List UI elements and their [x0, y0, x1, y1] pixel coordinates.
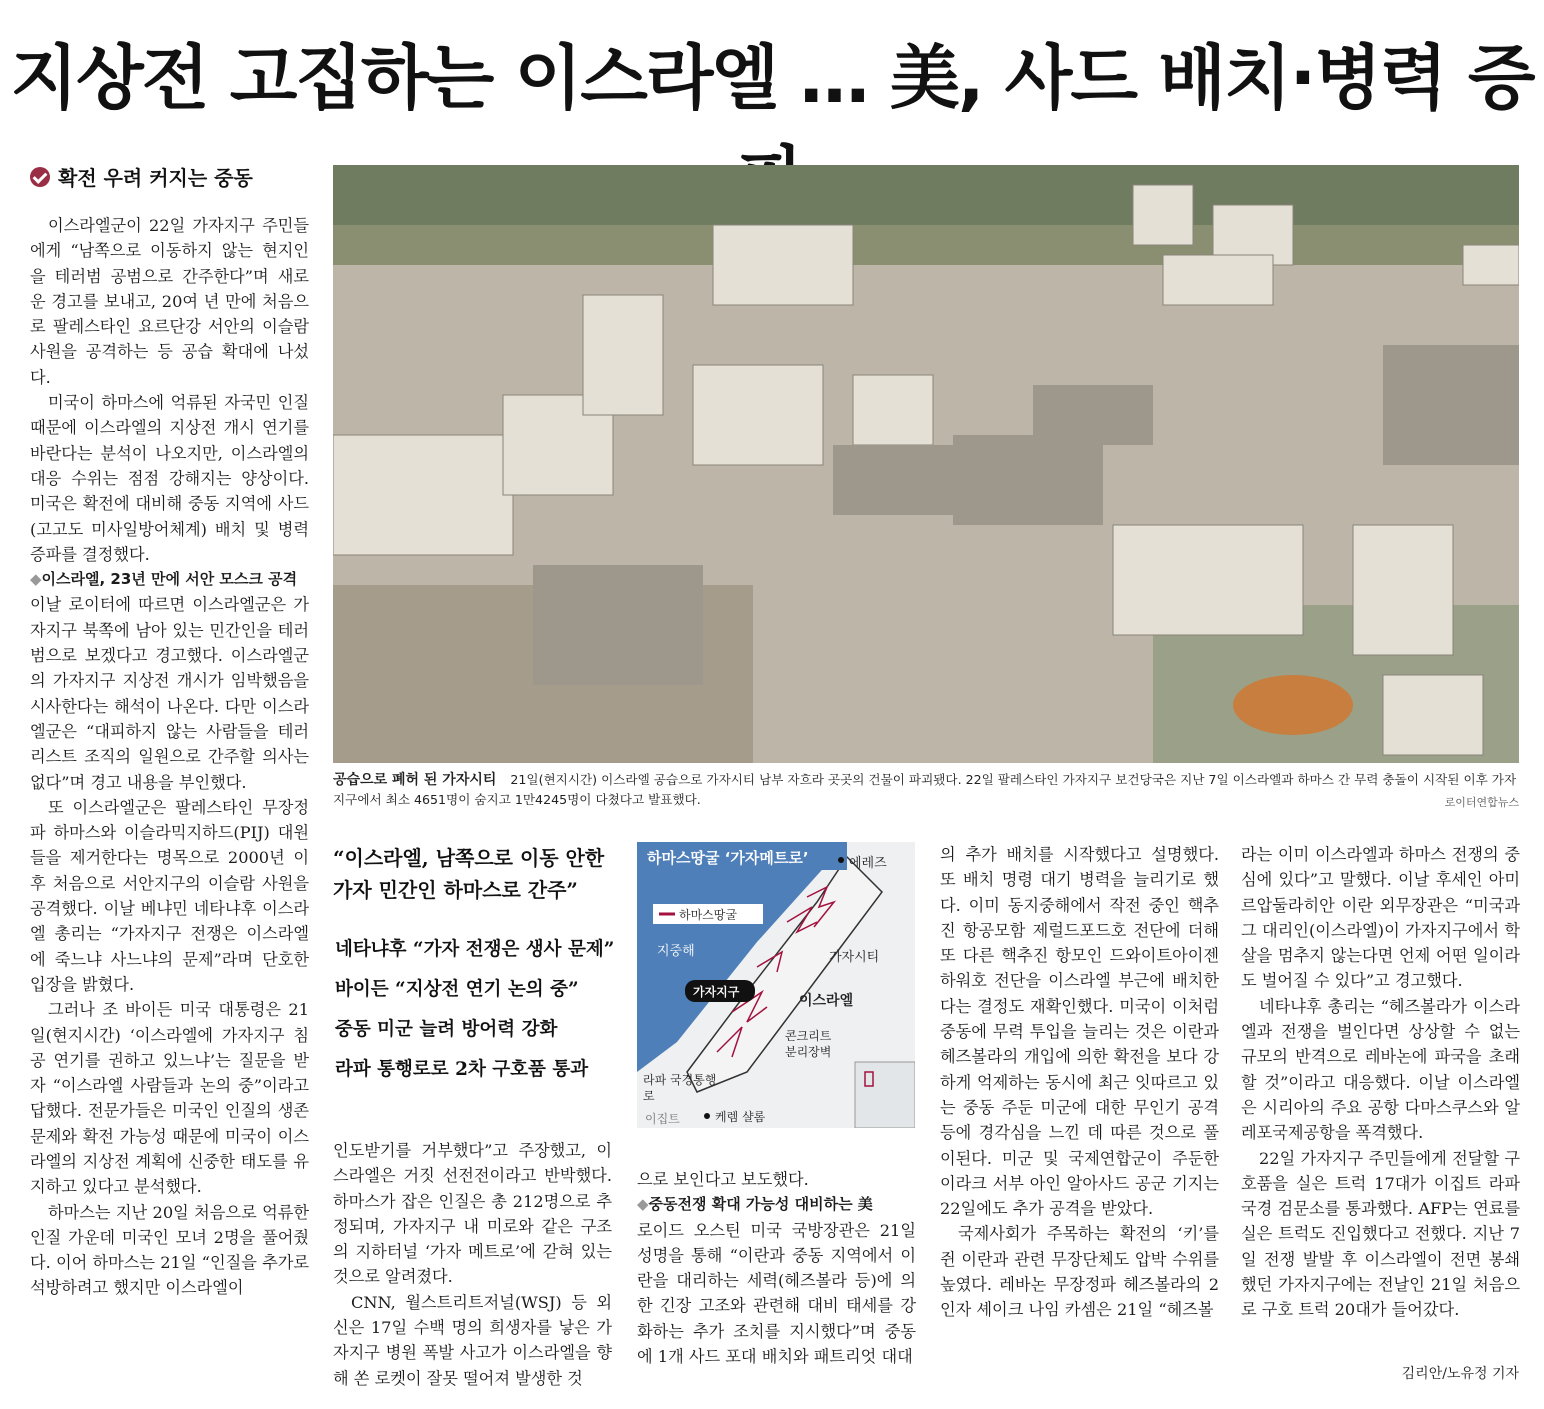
subheading: ◆중동전쟁 확대 가능성 대비하는 美: [637, 1195, 873, 1214]
map-title: 하마스땅굴 ‘가자메트로’: [647, 849, 809, 867]
check-icon: [30, 167, 50, 187]
photo-caption: [333, 770, 1519, 810]
caption-text: 21일(현지시간) 이스라엘 공습으로 가자시티 남부 자흐라 곳곳의 건물이 파괴됐다. 22일 팔레스타인 가자지구 보건당국은 지난 7일 이스라엘과 하마스 간 무력 충돌이 시작된 이후 가자지구에서 최소 4651명이 숨지고 1만4245명이 다쳤다고 발표했다.: [333, 772, 1517, 807]
map-label-kerem-shalom: 케렘 샬롬: [715, 1110, 766, 1124]
paragraph: 네타냐후 총리는 “헤즈볼라가 이스라엘과 전쟁을 벌인다면 상상할 수 없는 규모의 반격으로 레바논에 파국을 초래할 것”이라고 대응했다. 이날 이스라엘은 시리아의 주요 공항 다마스쿠스와 알레포국제공항을 폭격했다.: [1241, 996, 1520, 1143]
map-label-rafah: 라파 국경통행로: [643, 1073, 717, 1103]
paragraph: 미국이 하마스에 억류된 자국민 인질 때문에 이스라엘의 지상전 개시 연기를 바란다는 분석이 나오지만, 이스라엘의 대응 수위는 점점 강해지는 양상이다. 미국은 확전에 대비해 중동 지역에 사드(고고도 미사일방어체계) 배치 및 병력 증파를 결정했다.: [30, 393, 309, 564]
gaza-metro-map: [637, 842, 915, 1128]
photo-gaza-city-ruins: [333, 165, 1519, 763]
paragraph: 의 추가 배치를 시작했다고 설명했다. 또 배치 명령 대기 병력을 늘리기로 했다. 이미 동지중해에서 작전 중인 핵추진 항공모함 제럴드포드호 전단에 더해 또 다른 핵추진 항모인 드와이트아이젠하워호 전단을 이스라엘 부근에 배치한다는 결정도 재확인했다. 미국이 이처럼 중동에 무력 투입을 늘리는 것은 이란과 헤즈볼라의 개입에 의한 확전을 보다 강하게 억제하는 동시에 최근 잇따르고 있는 중동 주둔 미군에 대한 무인기 공격 등에 경각심을 느낀 데 따른 것으로 풀이된다. 미군 및 국제연합군이 주둔한 이라크 서부 아인 알아사드 공군 기지는 22일에도 추가 공격을 받았다.: [940, 845, 1219, 1219]
map-legend: 하마스땅굴: [679, 908, 737, 922]
subheading: ◆이스라엘, 23년 만에 서안 모스크 공격: [30, 570, 298, 589]
paragraph: 22일 가자지구 주민들에게 전달할 구호품을 실은 트럭 17대가 이집트 라파 국경 검문소를 통과했다. AFP는 연료를 실은 트럭도 진입했다고 전했다. 지난 7일 전쟁 발발 후 이스라엘이 전면 봉쇄했던 가자지구에는 전날인 21일 처음으로 구호 트럭 20대가 들어갔다.: [1241, 1148, 1520, 1320]
summary-list: [335, 930, 625, 1090]
paragraph: 국제사회가 주목하는 확전의 ‘키’를 쥔 이란과 관련 무장단체도 압박 수위를 높였다. 레바논 무장정파 헤즈볼라의 2인자 셰이크 나임 카셈은 21일 “헤즈볼: [940, 1224, 1219, 1320]
headline: 지상전 고집하는 이스라엘 … 美, 사드 배치·병력 증: [10, 37, 1534, 119]
aerial-photo: [333, 165, 1519, 763]
paragraph: 이스라엘군이 22일 가자지구 주민들에게 “남쪽으로 이동하지 않는 현지인을 테러범 공범으로 간주한다”며 새로운 경고를 보내고, 20여 년 만에 처음으로 팔레스타인 요르단강 서안의 이슬람 사원을 공격하는 등 공습 확대에 나섰다.: [30, 216, 309, 387]
map-label-wall: 콘크리트 분리장벽: [785, 1029, 832, 1059]
paragraph: 라는 이미 이스라엘과 하마스 전쟁의 중심에 있다”고 말했다. 이날 후세인 아미르압둘라히안 이란 외무장관은 “미국과 그 대리인(이스라엘)이 가자지구에서 학살을 멈추지 않는다면 언제 어떤 일이라도 벌어질 수 있다”고 경고했다.: [1241, 845, 1520, 991]
summary-item: 중동 미군 늘려 방어력 강화: [335, 1019, 558, 1040]
article-column-4: [940, 842, 1219, 1323]
article-column-1: [30, 213, 309, 1301]
paragraph: 로이드 오스틴 미국 국방장관은 21일 성명을 통해 “이란과 중동 지역에서 이란을 대리하는 세력(헤즈볼라 등)에 의한 긴장 고조와 관련해 대비 태세를 강화하는 추가 조치를 지시했다”며 중동에 1개 사드 포대 배치와 패트리엇 대대: [637, 1220, 916, 1367]
paragraph: CNN, 월스트리트저널(WSJ) 등 외신은 17일 수백 명의 희생자를 낳은 가자지구 병원 폭발 사고가 이스라엘을 향해 쏜 로켓이 잘못 떨어져 발생한 것: [333, 1292, 612, 1388]
summary-item: 네타냐후 “가자 전쟁은 생사 문제”: [335, 939, 615, 960]
paragraph: 하마스는 지난 20일 처음으로 억류한 인질 가운데 미국인 모녀 2명을 풀어줬다. 이어 하마스는 21일 “인질을 추가로 석방하려고 했지만 이스라엘이: [30, 1202, 309, 1298]
map-label-egypt: 이집트: [645, 1112, 680, 1126]
summary-item: 바이든 “지상전 연기 논의 중”: [335, 979, 579, 1000]
paragraph: 이날 로이터에 따르면 이스라엘군은 가자지구 북쪽에 남아 있는 민간인을 테러범으로 보겠다고 경고했다. 이스라엘군의 가자지구 지상전 개시가 임박했음을 시사한다는 해석이 나온다. 다만 이스라엘군은 “대피하지 않는 사람들을 테러리스트 조직의 일원으로 간주할 의사는 없다”며 경고 내용을 부인했다.: [30, 595, 309, 792]
article-column-3: [637, 1167, 916, 1369]
photo-credit: 로이터연합뉴스: [1444, 796, 1519, 809]
inset-map: [855, 1062, 915, 1128]
article-column-5: [1241, 842, 1520, 1323]
pull-quote: “이스라엘, 남쪽으로 이동 안한 가자 민간인 하마스로 간주”: [333, 846, 605, 902]
map-label-mediterranean: 지중해: [657, 944, 695, 959]
summary-item: 라파 통행로로 2차 구호품 통과: [335, 1059, 589, 1080]
map-label-erez: 에레즈: [849, 856, 887, 871]
map-label-gaza-strip: 가자지구: [693, 985, 740, 999]
kicker-text: 확전 우려 커지는 중동: [58, 166, 253, 190]
paragraph: 으로 보인다고 보도했다.: [637, 1170, 809, 1189]
kicker: [30, 162, 253, 191]
paragraph: 그러나 조 바이든 미국 대통령은 21일(현지시간) ‘이스라엘에 가자지구 침공 연기를 권하고 있느냐’는 질문을 받자 “이스라엘 사람들과 논의 중”이라고 답했다. 전문가들은 미국인 인질의 생존 문제와 확전 가능성 때문에 미국이 이스라엘의 지상전 계획에 신중한 태도를 유지하고 있다고 분석했다.: [30, 1000, 309, 1197]
paragraph: 또 이스라엘군은 팔레스타인 무장정파 하마스와 이슬라믹지하드(PIJ) 대원들을 제거한다는 명목으로 2000년 이후 처음으로 서안지구의 이슬람 사원을 공격했다. 이날 베냐민 네타냐후 이스라엘 총리는 “가자지구 전쟁은 이스라엘에 죽느냐 사느냐의 문제”라며 단호한 입장을 밝혔다.: [30, 797, 309, 994]
article-column-2: [333, 1138, 612, 1391]
byline: 김리안/노유정 기자: [1401, 1366, 1519, 1382]
map-label-gaza-city: 가자시티: [829, 950, 880, 965]
map-label-israel: 이스라엘: [799, 993, 854, 1009]
caption-title: 공습으로 폐허 된 가자시티: [333, 772, 497, 788]
paragraph: 인도받기를 거부했다”고 주장했고, 이스라엘은 거짓 선전전이라고 반박했다. 하마스가 잡은 인질은 총 212명으로 추정되며, 가자지구 내 미로와 같은 구조의 지하터널 ‘가자 메트로’에 갇혀 있는 것으로 알려졌다.: [333, 1141, 612, 1287]
